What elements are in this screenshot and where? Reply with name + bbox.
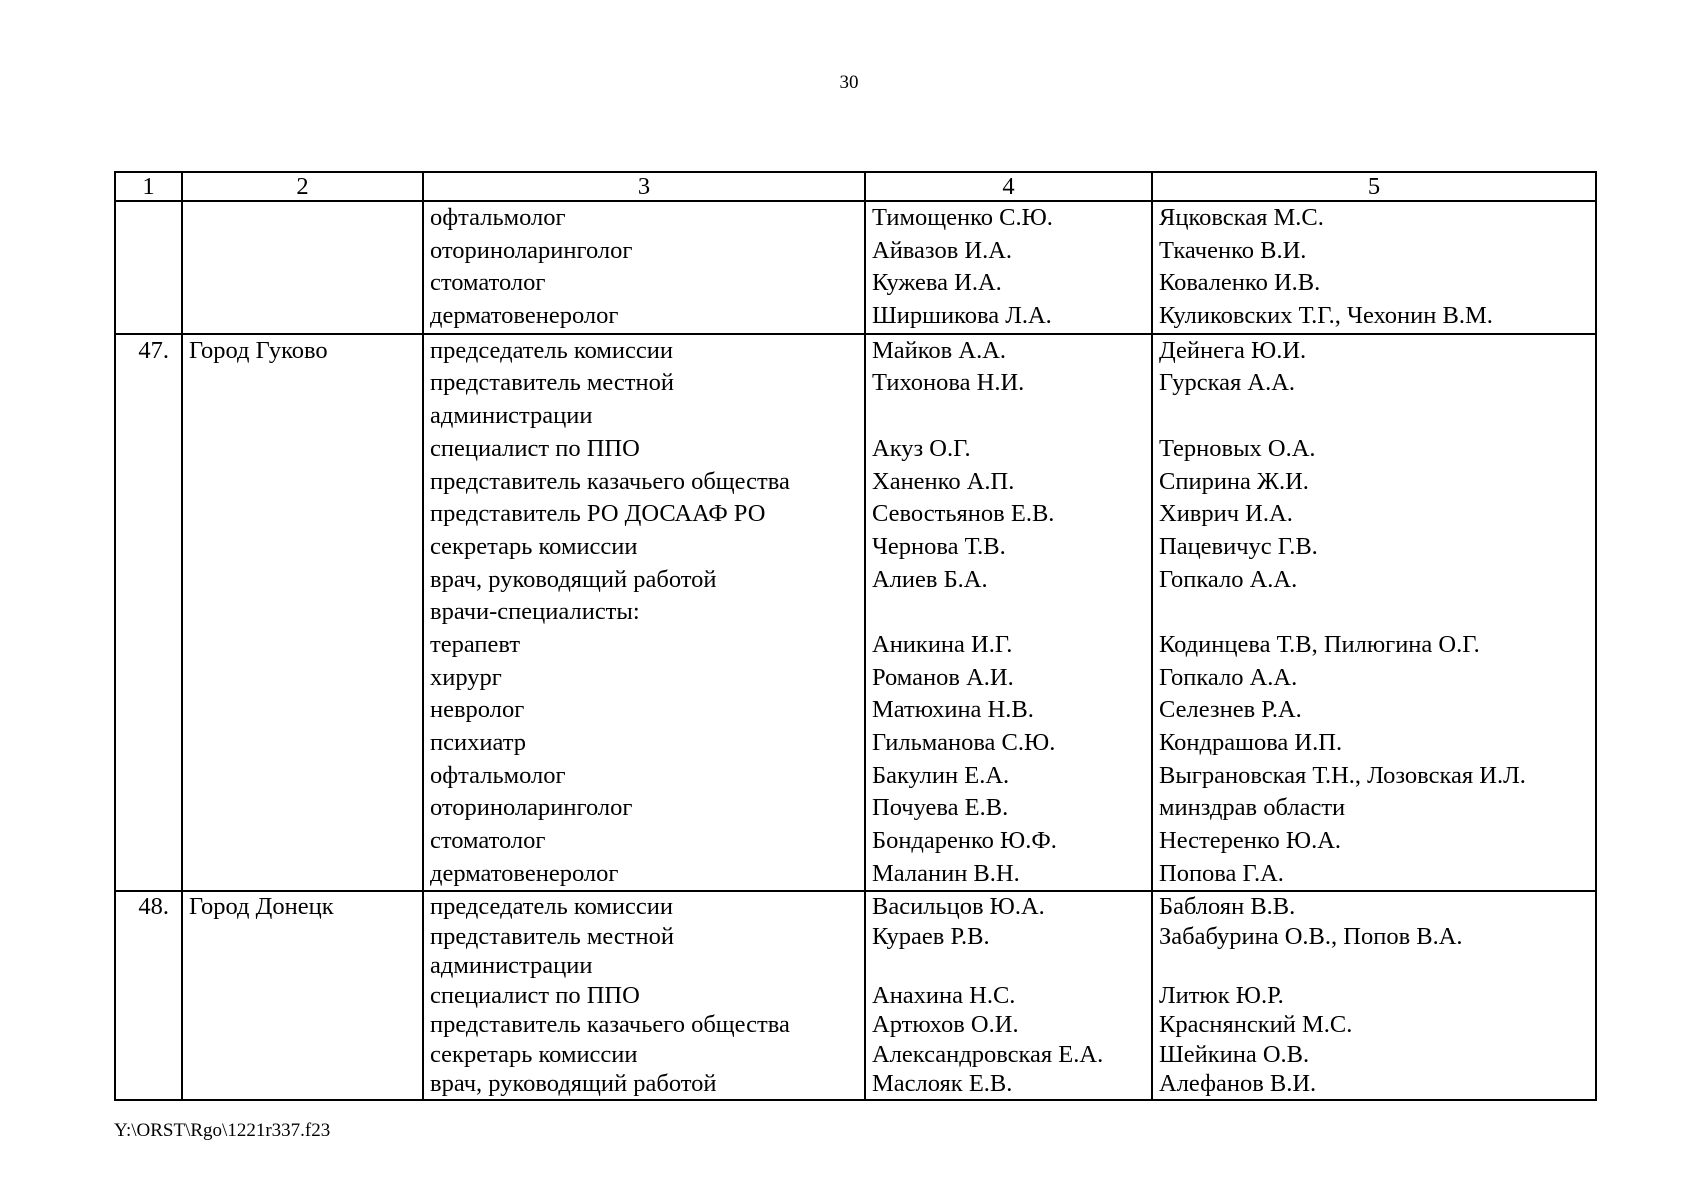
role-cell [423,334,865,892]
column-header-2: 2 [182,172,423,201]
main-member-line: Ширшикова Л.А. [872,302,1052,330]
main-member-line: Акуз О.Г. [872,434,971,462]
role-line: представитель казачьего общества [430,1011,790,1039]
role-line: врачи-специалисты: [430,598,640,626]
reserve-member-line: Куликовских Т.Г., Чехонин В.М. [1159,302,1493,330]
role-line: стоматолог [430,827,546,855]
row-number [116,202,169,235]
commission-table [114,171,1597,1101]
main-member-line: Гильманова С.Ю. [872,729,1056,756]
reserve-member-line: Шейкина О.В. [1159,1040,1310,1068]
column-header-4: 4 [865,172,1152,201]
role-line: председатель комиссии [430,893,673,921]
reserve-member-line: Селезнев Р.А. [1159,696,1302,724]
municipality-name: Город Гуково [189,336,328,364]
main-member-line: Кужева И.А. [872,269,1002,297]
municipality-cell [182,891,423,1100]
reserve-member-line: Хиврич И.А. [1159,500,1293,528]
role-line: специалист по ППО [430,981,640,1009]
reserve-member-line: Гопкало А.А. [1159,565,1298,593]
main-member-line: Артюхов О.И. [872,1011,1019,1039]
municipality-name: Город Донецк [189,893,334,921]
role-line: офтальмолог [430,761,566,789]
role-line: психиатр [430,729,526,756]
table-row [115,334,1596,892]
reserve-member-line: Дейнега Ю.И. [1159,336,1307,364]
role-line: дерматовенеролог [430,302,619,330]
row-number-cell [115,201,182,334]
role-line: секретарь комиссии [430,532,638,560]
reserve-member-line: Попова Г.А. [1159,859,1284,887]
reserve-member-line: Краснянский М.С. [1159,1011,1353,1039]
main-member-line: Почуева Е.В. [872,794,1009,822]
reserve-member-cell [1152,334,1596,892]
footer-file-path: Y:\ORST\Rgo\1221r337.f23 [114,1120,331,1141]
reserve-member-line [1159,596,1595,629]
main-member-line: Бакулин Е.А. [872,761,1010,789]
main-member-cell [865,334,1152,892]
reserve-member-line [1159,400,1595,433]
main-member-cell [865,201,1152,334]
role-line: председатель комиссии [430,336,673,364]
main-member-line: Бондаренко Ю.Ф. [872,827,1057,855]
role-cell [423,891,865,1100]
column-header-5: 5 [1152,172,1596,201]
role-line: представитель казачьего общества [430,467,790,495]
municipality-name [189,202,422,235]
row-number-cell [115,334,182,892]
main-member-line: Майков А.А. [872,336,1007,364]
role-line: дерматовенеролог [430,859,619,887]
role-cell [423,201,865,334]
role-line: оториноларинголог [430,236,633,264]
reserve-member-line: Коваленко И.В. [1159,269,1321,297]
main-member-line: Тихонова Н.И. [872,369,1025,397]
table-header-row [115,172,1596,201]
reserve-member-line: Кондрашова И.П. [1159,729,1343,756]
main-member-line: Александровская Е.А. [872,1040,1104,1068]
main-member-line: Анахина Н.С. [872,981,1016,1009]
reserve-member-line: Алефанов В.И. [1159,1070,1317,1098]
role-line: представитель местной [430,369,674,397]
role-line: представитель местной [430,922,674,950]
main-member-line: Тимощенко С.Ю. [872,204,1053,231]
reserve-member-line: Пацевичус Г.В. [1159,532,1318,560]
role-line: офтальмолог [430,204,566,231]
role-line: специалист по ППО [430,434,640,462]
municipality-cell [182,334,423,892]
main-member-line: Маслояк Е.В. [872,1070,1013,1098]
reserve-member-line: Нестеренко Ю.А. [1159,827,1342,855]
main-member-line: Аникина И.Г. [872,630,1013,658]
reserve-member-line: минздрав области [1159,794,1346,822]
reserve-member-line: Гурская А.А. [1159,369,1296,397]
role-line: администрации [430,402,593,430]
role-line: представитель РО ДОСААФ РО [430,500,766,528]
row-number-cell [115,891,182,1100]
column-header-1: 1 [115,172,182,201]
row-number: 47. [138,336,169,364]
table-row [115,891,1596,1100]
role-line: врач, руководящий работой [430,1070,717,1098]
main-member-line: Чернова Т.В. [872,532,1006,560]
main-member-line: Ханенко А.П. [872,467,1015,495]
reserve-member-line: Выграновская Т.Н., Лозовская И.Л. [1159,761,1526,789]
reserve-member-line: Яцковская М.С. [1159,204,1324,231]
reserve-member-line [1159,951,1595,981]
main-member-line: Кураев Р.В. [872,922,990,950]
role-line: терапевт [430,630,521,658]
reserve-member-line: Терновых О.А. [1159,434,1316,462]
reserve-member-line: Кодинцева Т.В, Пилюгина О.Г. [1159,630,1480,658]
reserve-member-cell [1152,891,1596,1100]
table-row [115,201,1596,334]
municipality-cell [182,201,423,334]
role-line: стоматолог [430,269,546,297]
main-member-line: Васильцов Ю.А. [872,893,1045,921]
role-line: невролог [430,696,525,724]
reserve-member-line: Баблоян В.В. [1159,893,1296,921]
column-header-3: 3 [423,172,865,201]
main-member-line: Маланин В.Н. [872,859,1020,887]
role-line: врач, руководящий работой [430,565,717,593]
reserve-member-line: Литюк Ю.Р. [1159,981,1284,1009]
main-member-line [872,400,1151,433]
main-member-cell [865,891,1152,1100]
role-line: администрации [430,952,593,980]
main-member-line: Романов А.И. [872,663,1014,691]
role-line: секретарь комиссии [430,1040,638,1068]
page-number: 30 [839,72,859,93]
role-line: хирург [430,663,502,691]
main-member-line [872,951,1151,981]
main-member-line: Матюхина Н.В. [872,696,1034,724]
row-number: 48. [138,893,169,921]
main-member-line: Алиев Б.А. [872,565,988,593]
main-member-line [872,596,1151,629]
main-member-line: Айвазов И.А. [872,236,1013,264]
reserve-member-line: Забабурина О.В., Попов В.А. [1159,922,1463,950]
reserve-member-cell [1152,201,1596,334]
main-member-line: Севостьянов Е.В. [872,500,1055,528]
reserve-member-line: Спирина Ж.И. [1159,467,1309,495]
reserve-member-line: Гопкало А.А. [1159,663,1298,691]
role-line: оториноларинголог [430,794,633,822]
reserve-member-line: Ткаченко В.И. [1159,236,1307,264]
